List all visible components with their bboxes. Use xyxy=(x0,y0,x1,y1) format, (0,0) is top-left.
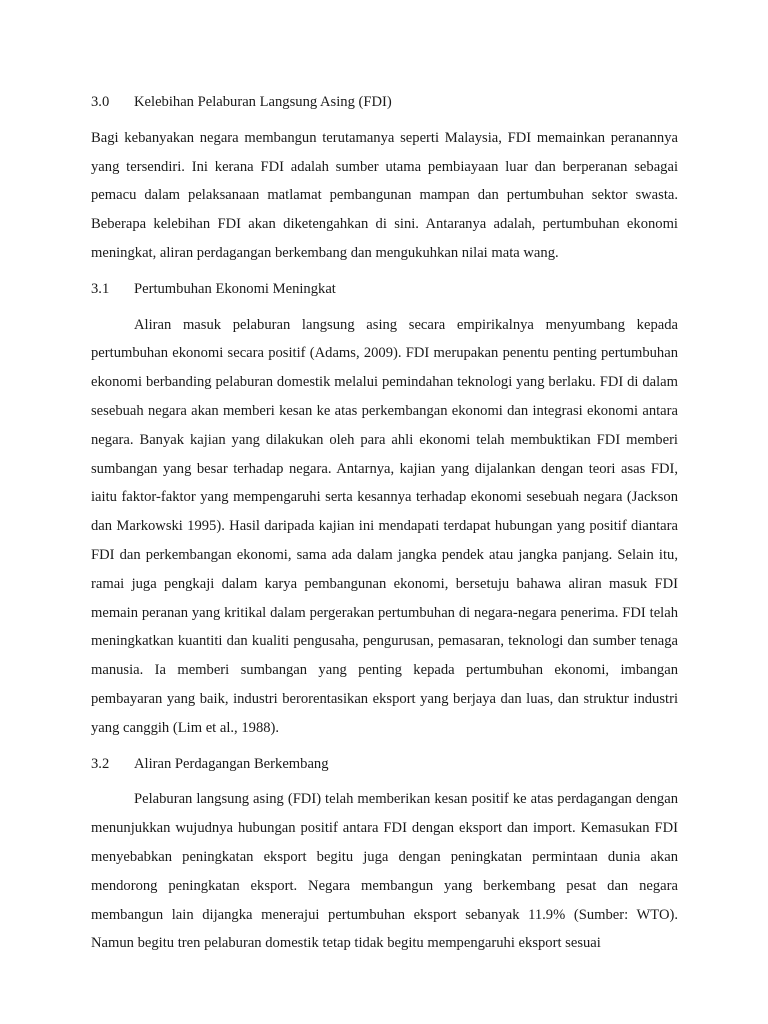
section-number: 3.0 xyxy=(91,94,110,110)
section-title: Pertumbuhan Ekonomi Meningkat xyxy=(134,280,336,297)
document-page xyxy=(91,88,678,958)
section-number: 3.1 xyxy=(91,280,110,297)
section-title: Kelebihan Pelaburan Langsung Asing (FDI) xyxy=(134,94,392,110)
section-3-0-paragraph: Bagi kebanyakan negara membangun terutamanya seperti Malaysia, FDI memainkan peranannya yang tersendiri. Ini kerana FDI adalah sumber utama pembiayaan luar dan berperanan sebagai pemacu dalam pelaksanaan matlamat pembangunan mampan dan pertumbuhan sektor swasta. Beberapa kelebihan FDI akan diketengahkan di sini. Antaranya adalah, pertumbuhan ekonomi meningkat, aliran perdagangan berkembang dan mengukuhkan nilai mata wang. xyxy=(91,129,678,261)
section-heading-3-1 xyxy=(91,275,678,304)
section-number: 3.2 xyxy=(91,755,110,772)
section-heading-3-2 xyxy=(91,750,678,779)
section-3-2-paragraph: Pelaburan langsung asing (FDI) telah memberikan kesan positif ke atas perdagangan dengan menunjukkan wujudnya hubungan positif antara FDI dengan eksport dan import. Kemasukan FDI menyebabkan peningkatan eksport begitu juga dengan peningkatan permintaan dunia akan mendorong peningkatan eksport. Negara membangun yang berkembang pesat dan negara membangun lain dijangka menerajui pertumbuhan eksport sebanyak 11.9% (Sumber: WTO). Namun begitu tren pelaburan domestik tetap tidak begitu mempengaruhi eksport sesuai xyxy=(91,791,678,952)
section-3-1-paragraph: Aliran masuk pelaburan langsung asing secara empirikalnya menyumbang kepada pertumbuhan ekonomi secara positif (Adams, 2009). FDI merupakan penentu penting pertumbuhan ekonomi berbanding pelaburan domestik melalui pemindahan teknologi yang berlaku. FDI di dalam sesebuah negara akan memberi kesan ke atas perkembangan ekonomi dan integrasi ekonomi antara negara. Banyak kajian yang dilakukan oleh para ahli ekonomi telah membuktikan FDI memberi sumbangan yang besar terhadap negara. Antarnya, kajian yang dijalankan dengan teori asas FDI, iaitu faktor-faktor yang mempengaruhi serta kesannya terhadap ekonomi sesebuah negara (Jackson dan Markowski 1995). Hasil daripada kajian ini mendapati terdapat hubungan yang positif diantara FDI dan perkembangan ekonomi, sama ada dalam jangka pendek atau jangka panjang. Selain itu, ramai juga pengkaji dalam karya pembangunan ekonomi, bersetuju bahawa aliran masuk FDI memain peranan yang kritikal dalam pergerakan pertumbuhan di negara-negara penerima. FDI telah meningkatkan kuantiti dan kualiti pengusaha, pengurusan, pemasaran, teknologi dan sumber tenaga manusia. Ia memberi sumbangan yang penting kepada pertumbuhan ekonomi, imbangan pembayaran yang baik, industri berorentasikan eksport yang berjaya dan luas, dan struktur industri yang canggih (Lim et al., 1988). xyxy=(91,316,678,736)
section-title: Aliran Perdagangan Berkembang xyxy=(134,755,329,772)
section-heading-3-0 xyxy=(91,88,678,117)
